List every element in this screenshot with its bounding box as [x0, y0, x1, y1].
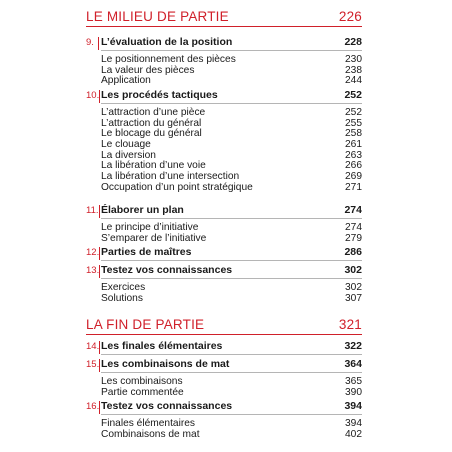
- chapter-rule: [101, 260, 362, 261]
- section-title: S’emparer de l’initiative: [101, 232, 207, 244]
- chapter-heading: [86, 340, 362, 356]
- section-page: 302: [345, 282, 362, 293]
- chapter-title: L’évaluation de la position: [101, 36, 233, 48]
- chapter-number: 13.: [86, 265, 100, 276]
- section-page: 390: [345, 386, 362, 398]
- chapter-page: 364: [344, 358, 362, 370]
- section-page: 266: [345, 160, 362, 172]
- section-page: 402: [345, 428, 362, 440]
- section-page: 307: [345, 292, 362, 304]
- section-title: Le blocage du général: [101, 128, 202, 140]
- section-title: Les combinaisons: [101, 376, 183, 387]
- section-item: [86, 294, 362, 305]
- chapter-page: 252: [344, 89, 362, 101]
- section-item: [86, 430, 362, 441]
- chapter-title: Testez vos connaissances: [101, 400, 233, 412]
- chapter-rule: [101, 103, 362, 104]
- section-item: [86, 388, 362, 399]
- chapter-marker: [99, 401, 100, 414]
- section-page: 244: [345, 75, 362, 87]
- chapter-title: Élaborer un plan: [101, 204, 184, 216]
- chapter: [86, 89, 362, 194]
- section-title: Le positionnement des pièces: [101, 54, 236, 65]
- section-page: 274: [345, 222, 362, 233]
- section-page: 255: [345, 117, 362, 129]
- chapter-heading: [86, 89, 362, 105]
- chapter-heading: [86, 264, 362, 280]
- part-title: LA FIN DE PARTIE: [86, 317, 205, 332]
- chapter-page: 302: [344, 264, 362, 276]
- section-item: [86, 183, 362, 194]
- chapter-rule: [101, 414, 362, 415]
- section-title: Application: [101, 75, 151, 87]
- section-item: [86, 234, 362, 245]
- section-page: 238: [345, 64, 362, 76]
- part-title: LE MILIEU DE PARTIE: [86, 9, 229, 24]
- chapter: [86, 36, 362, 87]
- chapter-title: Parties de maîtres: [101, 246, 192, 258]
- chapter-number: 15.: [86, 359, 100, 370]
- chapter: [86, 400, 362, 440]
- chapter-marker: [99, 265, 100, 278]
- section-item: [86, 76, 362, 87]
- chapter-rule: [101, 354, 362, 355]
- section-page: 394: [345, 418, 362, 429]
- chapter-rule: [101, 218, 362, 219]
- chapter-rule: [101, 50, 362, 51]
- chapter-number: 10.: [86, 90, 100, 101]
- chapter-marker: [99, 205, 100, 218]
- chapter: [86, 246, 362, 262]
- chapter-heading: [86, 204, 362, 220]
- section-title: La diversion: [101, 149, 156, 161]
- chapter-marker: [99, 90, 100, 103]
- chapter: [86, 204, 362, 244]
- chapter-heading: [86, 246, 362, 262]
- chapter-rule: [101, 278, 362, 279]
- chapter: [86, 358, 362, 398]
- section-title: L’attraction d’une pièce: [101, 107, 206, 118]
- chapter-heading: [86, 36, 362, 52]
- chapter-marker: [99, 247, 100, 260]
- chapter-title: Les combinaisons de mat: [101, 358, 230, 370]
- section-title: Le principe d’initiative: [101, 222, 199, 233]
- chapter-heading: [86, 358, 362, 374]
- chapter-number: 14.: [86, 341, 100, 352]
- chapter-page: 394: [344, 400, 362, 412]
- chapter-heading: [86, 400, 362, 416]
- section-title: La valeur des pièces: [101, 64, 195, 76]
- chapter-title: Les finales élémentaires: [101, 340, 223, 352]
- section-page: 365: [345, 376, 362, 387]
- part-header: [86, 314, 362, 335]
- chapter-number: 16.: [86, 401, 100, 412]
- chapter-marker: [98, 37, 99, 50]
- part-page: 226: [338, 9, 362, 24]
- section-page: 263: [345, 149, 362, 161]
- section-page: 258: [345, 128, 362, 140]
- chapter-number: 9.: [86, 37, 94, 48]
- chapter: [86, 264, 362, 304]
- section-title: Combinaisons de mat: [101, 428, 200, 440]
- section-page: 271: [345, 181, 362, 193]
- section-page: 252: [345, 107, 362, 118]
- section-page: 261: [345, 139, 362, 151]
- section-title: Finales élémentaires: [101, 418, 195, 429]
- section-title: Occupation d’un point stratégique: [101, 181, 253, 193]
- section-title: Solutions: [101, 292, 143, 304]
- section-title: Partie commentée: [101, 386, 184, 398]
- section-title: La libération d’une intersection: [101, 171, 240, 183]
- chapter-number: 11.: [86, 205, 99, 216]
- chapter-marker: [99, 359, 100, 372]
- section-title: La libération d’une voie: [101, 160, 206, 172]
- chapter-page: 274: [344, 204, 362, 216]
- chapter: [86, 340, 362, 356]
- section-page: 269: [345, 171, 362, 183]
- section-title: L’attraction du général: [101, 117, 202, 129]
- chapter-number: 12.: [86, 247, 100, 258]
- chapter-title: Testez vos connaissances: [101, 264, 233, 276]
- chapter-page: 286: [344, 246, 362, 258]
- part-page: 321: [338, 317, 362, 332]
- chapter-page: 322: [344, 340, 362, 352]
- chapter-marker: [99, 341, 100, 354]
- chapter-page: 228: [344, 36, 362, 48]
- section-page: 230: [345, 54, 362, 65]
- chapter-title: Les procédés tactiques: [101, 89, 218, 101]
- section-title: Exercices: [101, 282, 146, 293]
- part-header: [86, 6, 362, 27]
- section-page: 279: [345, 232, 362, 244]
- chapter-rule: [101, 372, 362, 373]
- section-title: Le clouage: [101, 139, 151, 151]
